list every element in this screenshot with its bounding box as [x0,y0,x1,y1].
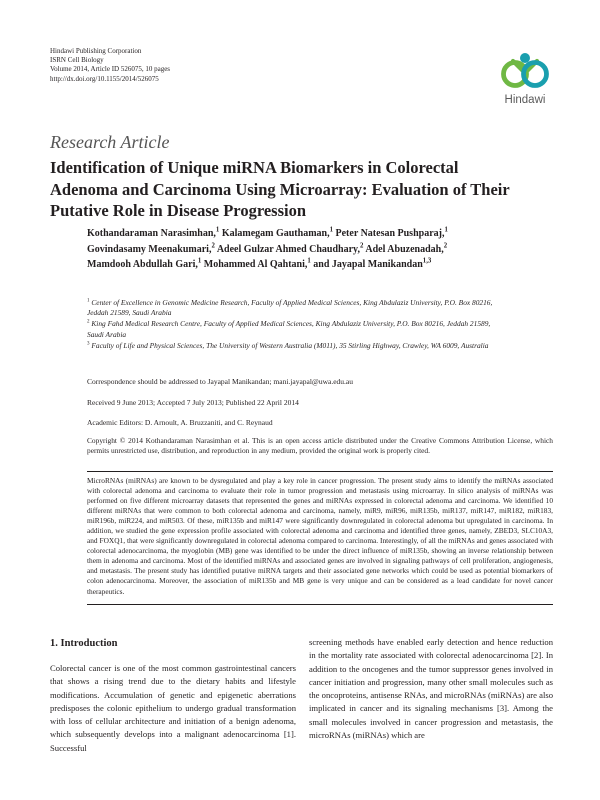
author-name: Mamdooh Abdullah Gari, [87,259,198,270]
title-line: Identification of Unique miRNA Biomarkers in Colorectal [50,158,459,177]
affiliation-text: Faculty of Life and Physical Sciences, The University of Western Australia (M011), 35 Stirling Highway, Crawley, WA 6009, Australia [91,340,489,350]
author-list [87,226,557,273]
affiliation-text: Center of Excellence in Genomic Medicine Research, Faculty of Applied Medical Sciences, King Abdulaziz University, P.O. Box 80216, Jeddah 21589, Saudi Arabia [87,298,493,318]
affiliation-number: 3 [87,341,90,347]
publication-dates: Received 9 June 2013; Accepted 7 July 2013; Published 22 April 2014 [87,398,299,407]
correspondence: Correspondence should be addressed to Jayapal Manikandan; mani.jayapal@uwa.edu.au [87,377,353,386]
section-heading: 1. Introduction [50,638,118,649]
hindawi-rings-icon [496,48,554,90]
affiliation-item [87,298,507,319]
author-affiliation-marker: 2 [211,242,215,250]
abstract: MicroRNAs (miRNAs) are known to be dysregulated and play a key role in cancer progression. The present study aims to identify the miRNAs associated with colorectal adenoma and carcinoma to evaluate their role in tumor progression and metastasis using microarray. In silico analysis of miRNAs was performed on five different microarray datasets that represented the genes and miRNAs expressed in colorectal adenoma and carcinoma. We identified 10 different miRNAs that were common to both colorectal adenoma and carcinoma, namely, miR9, miR96, miR135b, miR137, miR147, miR182, miR183, miR196b, miR224, and miR503. Of these, miR135b and miR147 were significantly downregulated in colorectal adenoma but upregulated in carcinoma. In addition, we studied the gene expression profile associated with colorectal adenoma and carcinoma and identified three genes, namely, ZBED3, SLC10A3, and FOXQ1, that were significantly downregulated in colorectal adenoma compared to carcinoma. Interestingly, of all the miRNAs and genes associated with colorectal adenocarcinoma, the myoglobin (MB) gene was identified to be under the direct influence of miR135b, showing an inverse relationship between them in adenoma and carcinoma. Most of the identified miRNAs and associated genes are involved in signaling pathways of cell proliferation, angiogenesis, and metastasis. The present study has identified putative miRNA targets and their associated gene networks which could be used as potential biomarkers of colon adenocarcinoma. Moreover, the association of miR135b and MB gene is very unique and can be considered as a lead candidate for novel cancer therapeutics. [87,476,553,596]
body-column-left: Colorectal cancer is one of the most common gastrointestinal cancers that shows a rising trend due to the dietary habits and lifestyle modifications. Accumulation of genetic and epigenetic aberrations predisposes the colonic epithelium to undergo gradual transformation with loss of cellular architecture and initiation of a benign adenoma, which subsequently develops into a malignant adenocarcinoma [1]. Successful [50,663,296,753]
author-line [87,257,557,273]
hindawi-logo-text: Hindawi [504,94,546,106]
author-affiliation-marker: 1,3 [422,257,432,265]
hindawi-logo [496,48,554,104]
author-name: Adeel Gulzar Ahmed Chaudhary, [216,243,360,255]
publisher-line: Hindawi Publishing Corporation [50,47,142,55]
affiliation-item [87,319,507,340]
affiliations [87,298,507,352]
affiliation-number: 1 [87,298,90,304]
author-affiliation-marker: 2 [359,242,364,250]
affiliation-item [87,341,507,351]
journal-name: ISRN Cell Biology [50,56,104,65]
academic-editors: Academic Editors: D. Arnoult, A. Bruzzaniti, and C. Reynaud [87,418,273,427]
author-affiliation-marker: 2 [443,242,448,250]
journal-info [50,47,350,84]
title-line: Putative Role in Disease Progression [50,201,307,220]
abstract-top-rule [87,471,553,472]
author-affiliation-marker: 1 [215,226,220,234]
author-name: and Jayapal Manikandan [313,259,423,270]
copyright-notice: Copyright © 2014 Kothandaraman Narasimhan et al. This is an open access article distributed under the Creative Commons Attribution License, which permits unrestricted use, distribution, and reproduction in any medium, provided the original work is properly cited. [87,436,553,456]
author-name: Peter Natesan Pushparaj, [335,228,445,239]
author-name: Kothandaraman Narasimhan, [87,228,216,239]
body-column-right: screening methods have enabled early detection and hence reduction in the mortality rate associated with colorectal adenocarcinoma [2]. In addition to the oncogenes and the tumor suppressor genes involved in cancer initiation and progression, many other small molecules such as the oncoproteins, antisense RNAs, and microRNAs (miRNAs) are also implicated in cancer and its signaling mechanisms [3]. Among the small molecules involved in cancer progression and metastasis, the microRNAs (miRNAs) which are [309,637,553,741]
author-affiliation-marker: 1 [329,226,333,234]
affiliation-text: King Fahd Medical Research Centre, Faculty of Applied Medical Sciences, King Abdulaziz University, P.O. Box 80216, Jeddah 21589, Saudi Arabia [87,319,491,339]
article-title [50,157,560,222]
author-affiliation-marker: 1 [307,257,311,265]
abstract-bottom-rule [87,604,553,605]
author-line [87,242,557,258]
author-name: Adel Abuzenadah, [365,243,444,255]
author-affiliation-marker: 1 [444,226,448,234]
author-name: Kalamegam Gauthaman, [221,228,330,239]
author-affiliation-marker: 1 [197,257,202,265]
doi-link[interactable]: http://dx.doi.org/10.1155/2014/526075 [50,74,159,83]
affiliation-number: 2 [87,319,90,325]
author-line [87,226,557,242]
volume-line: Volume 2014, Article ID 526075, 10 pages [50,65,171,74]
article-type: Research Article [50,132,170,152]
title-line: Adenoma and Carcinoma Using Microarray: Evaluation of Their [50,179,510,199]
author-name: Mohammed Al Qahtani, [203,259,308,270]
author-name: Govindasamy Meenakumari, [87,243,212,255]
